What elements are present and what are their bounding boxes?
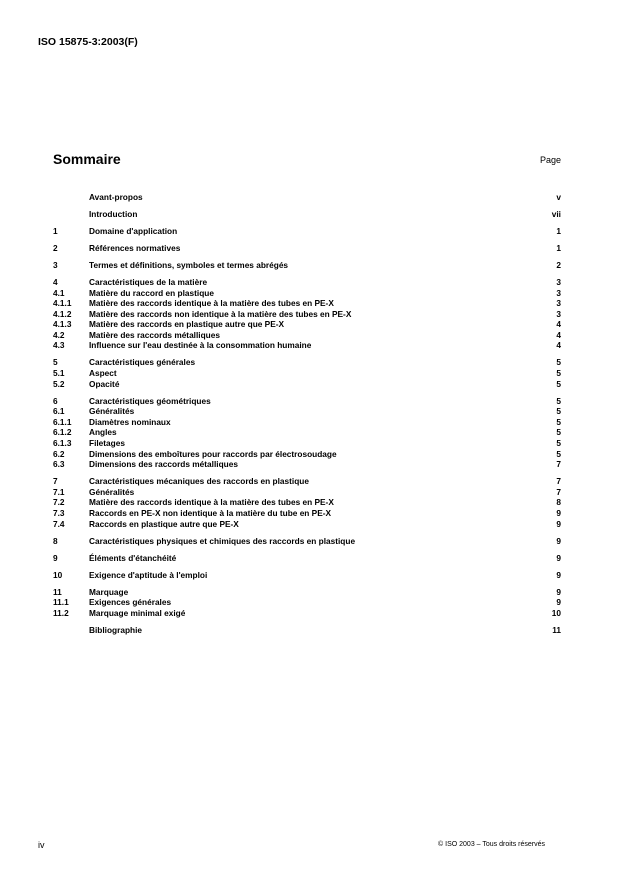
toc-entry[interactable] — [53, 357, 561, 368]
toc-entry-number: 6.1.1 — [53, 416, 72, 427]
toc-entry-number: 6.3 — [53, 459, 65, 470]
toc-entry[interactable] — [53, 379, 561, 390]
toc-entry-page[interactable]: 4 — [556, 340, 561, 351]
toc-entry-number: 7 — [53, 476, 58, 487]
toc-entry-number: 1 — [53, 225, 58, 236]
toc-entry-page[interactable]: vii — [551, 208, 561, 219]
toc-entry[interactable] — [53, 449, 561, 460]
toc-entry-number: 6.2 — [53, 448, 65, 459]
toc-entry-page[interactable]: 3 — [556, 308, 561, 319]
toc-entry[interactable] — [53, 570, 561, 581]
toc-entry-page[interactable]: 5 — [556, 427, 561, 438]
toc-entry-title[interactable]: Matière des raccords identique à la matière des tubes en PE-X — [89, 298, 334, 309]
toc-entry-page[interactable]: 9 — [556, 507, 561, 518]
toc-entry-page[interactable]: 8 — [556, 497, 561, 508]
toc-entry-title[interactable]: Exigence d'aptitude à l'emploi — [89, 569, 208, 580]
toc-entry-title[interactable]: Marquage minimal exigé — [89, 607, 186, 618]
toc-entry-title[interactable]: Éléments d'étanchéité — [89, 552, 177, 563]
toc-entry-title[interactable]: Filetages — [89, 438, 125, 449]
toc-entry-number: 7.1 — [53, 486, 65, 497]
toc-entry-number: 10 — [53, 569, 63, 580]
toc-entry-title[interactable]: Marquage — [89, 586, 129, 597]
toc-entry-page[interactable]: 1 — [556, 242, 561, 253]
toc-entry-page[interactable]: 7 — [556, 459, 561, 470]
toc-title: Sommaire — [53, 151, 121, 167]
toc-entry-title[interactable]: Matière des raccords non identique à la matière des tubes en PE-X — [89, 308, 352, 319]
toc-entry[interactable] — [53, 536, 561, 547]
toc-entry[interactable] — [53, 608, 561, 619]
toc-entry-page[interactable]: 9 — [556, 535, 561, 546]
toc-entry-title[interactable]: Angles — [89, 427, 117, 438]
toc-entry-page[interactable]: 5 — [556, 395, 561, 406]
toc-entry-number: 11.2 — [53, 607, 69, 618]
toc-entry[interactable] — [53, 476, 561, 487]
toc-entry-page[interactable]: 9 — [556, 597, 561, 608]
table-of-contents — [53, 192, 561, 635]
toc-entry[interactable] — [53, 260, 561, 271]
page-column-label: Page — [539, 155, 561, 165]
toc-entry[interactable] — [53, 597, 561, 608]
toc-entry-number: 5 — [53, 357, 58, 368]
toc-entry-title[interactable]: Exigences générales — [89, 597, 172, 608]
toc-entry[interactable] — [53, 438, 561, 449]
toc-entry-number: 4.2 — [53, 329, 65, 340]
toc-entry-page[interactable]: 9 — [556, 586, 561, 597]
toc-entry[interactable] — [53, 625, 561, 636]
toc-entry-number: 7.2 — [53, 497, 65, 508]
toc-entry-page[interactable]: 9 — [556, 518, 561, 529]
toc-entry-title[interactable]: Caractéristiques géométriques — [89, 395, 211, 406]
toc-entry[interactable] — [53, 309, 561, 320]
toc-entry-page[interactable]: 4 — [556, 319, 561, 330]
toc-entry-title[interactable]: Caractéristiques physiques et chimiques des raccords en plastique — [89, 535, 356, 546]
toc-entry-page[interactable]: 11 — [552, 624, 561, 635]
toc-entry-page[interactable]: 9 — [556, 552, 561, 563]
toc-entry-title[interactable]: Généralités — [89, 486, 135, 497]
toc-entry-number: 5.2 — [53, 378, 65, 389]
toc-entry[interactable] — [53, 340, 561, 351]
toc-entry[interactable] — [53, 209, 561, 220]
toc-entry[interactable] — [53, 277, 561, 288]
toc-entry[interactable] — [53, 459, 561, 470]
toc-entry-title[interactable]: Caractéristiques mécaniques des raccords en plastique — [89, 476, 309, 487]
toc-entry-number: 9 — [53, 552, 58, 563]
toc-entry-page[interactable]: 7 — [556, 486, 561, 497]
toc-entry-page[interactable]: 2 — [556, 259, 561, 270]
toc-entry-page[interactable]: 5 — [556, 448, 561, 459]
toc-entry-page[interactable]: 5 — [556, 378, 561, 389]
toc-entry[interactable] — [53, 553, 561, 564]
toc-entry-title[interactable]: Opacité — [89, 378, 120, 389]
toc-entry-page[interactable]: 5 — [556, 406, 561, 417]
toc-entry-title[interactable]: Références normatives — [89, 242, 181, 253]
toc-entry-page[interactable]: 5 — [556, 368, 561, 379]
toc-entry[interactable] — [53, 319, 561, 330]
toc-entry-number: 4.1.2 — [53, 308, 72, 319]
toc-entry[interactable] — [53, 406, 561, 417]
toc-entry-title[interactable]: Matière des raccords métalliques — [89, 329, 220, 340]
toc-entry-number: 4.3 — [53, 340, 65, 351]
toc-entry-page[interactable]: 3 — [556, 287, 561, 298]
toc-entry-title[interactable]: Aspect — [89, 368, 117, 379]
toc-entry[interactable] — [53, 243, 561, 254]
toc-entry-number: 8 — [53, 535, 58, 546]
toc-entry-number: 6 — [53, 395, 58, 406]
toc-entry[interactable] — [53, 427, 561, 438]
document-id: ISO 15875-3:2003(F) — [38, 36, 138, 48]
toc-entry-page[interactable]: v — [556, 192, 561, 202]
copyright-notice: © ISO 2003 – Tous droits réservés — [438, 841, 545, 848]
toc-entry-title[interactable]: Matière du raccord en plastique — [89, 287, 214, 298]
toc-entry[interactable] — [53, 226, 561, 237]
toc-entry[interactable] — [53, 519, 561, 530]
toc-entry-title[interactable]: Généralités — [89, 406, 135, 417]
toc-entry-title[interactable]: Avant-propos — [89, 192, 143, 202]
toc-entry-title[interactable]: Raccords en PE-X non identique à la matière du tube en PE-X — [89, 507, 332, 518]
toc-entry-number: 4.1 — [53, 287, 65, 298]
toc-entry[interactable] — [53, 288, 561, 299]
toc-entry-page[interactable]: 7 — [556, 476, 561, 487]
toc-entry[interactable] — [53, 298, 561, 309]
toc-entry-page[interactable]: 5 — [556, 438, 561, 449]
toc-entry-title[interactable]: Diamètres nominaux — [89, 416, 171, 427]
toc-entry-number: 11.1 — [53, 597, 69, 608]
toc-entry-page[interactable]: 9 — [556, 569, 561, 580]
toc-entry-number: 5.1 — [53, 368, 65, 379]
toc-entry-title[interactable]: Matière des raccords en plastique autre que PE-X — [89, 319, 285, 330]
toc-entry-number: 6.1.2 — [53, 427, 72, 438]
toc-entry-page[interactable]: 5 — [556, 416, 561, 427]
toc-entry-title[interactable]: Influence sur l'eau destinée à la consommation humaine — [89, 340, 312, 351]
toc-entry[interactable] — [53, 192, 561, 203]
toc-entry[interactable] — [53, 508, 561, 519]
toc-entry[interactable] — [53, 417, 561, 428]
toc-entry-number: 4.1.3 — [53, 319, 72, 330]
toc-entry-number: 6.1 — [53, 406, 65, 417]
toc-entry-number: 3 — [53, 259, 58, 270]
toc-entry-title[interactable]: Introduction — [89, 208, 138, 219]
toc-entry-number: 7.4 — [53, 518, 65, 529]
toc-entry[interactable] — [53, 396, 561, 407]
toc-entry-title[interactable]: Caractéristiques générales — [89, 357, 196, 368]
toc-entry-number: 7.3 — [53, 507, 65, 518]
toc-entry-page[interactable]: 1 — [556, 225, 561, 236]
toc-entry-page[interactable]: 4 — [556, 329, 561, 340]
toc-entry-title[interactable]: Dimensions des raccords métalliques — [89, 459, 238, 470]
toc-entry-number: 11 — [53, 586, 62, 597]
toc-entry-number: 6.1.3 — [53, 438, 72, 449]
toc-entry-title[interactable]: Bibliographie — [89, 624, 143, 635]
toc-entry-title[interactable]: Matière des raccords identique à la matière des tubes en PE-X — [89, 497, 334, 508]
toc-entry-page[interactable]: 3 — [556, 298, 561, 309]
toc-entry-number: 2 — [53, 242, 58, 253]
toc-entry-title[interactable]: Caractéristiques de la matière — [89, 276, 208, 287]
toc-entry-page[interactable]: 5 — [556, 357, 561, 368]
toc-entry-page[interactable]: 3 — [556, 276, 561, 287]
toc-entry-title[interactable]: Raccords en plastique autre que PE-X — [89, 518, 239, 529]
toc-entry-title[interactable]: Domaine d'application — [89, 225, 178, 236]
toc-entry-title[interactable]: Dimensions des emboîtures pour raccords par électrosoudage — [89, 448, 337, 459]
toc-entry[interactable] — [53, 497, 561, 508]
toc-entry-number: 4.1.1 — [53, 298, 72, 309]
toc-entry[interactable] — [53, 368, 561, 379]
toc-entry-page[interactable]: 10 — [551, 607, 561, 618]
page-number: iv — [38, 840, 45, 850]
toc-entry[interactable] — [53, 330, 561, 341]
toc-entry[interactable] — [53, 487, 561, 498]
toc-entry[interactable] — [53, 587, 561, 598]
toc-entry-title[interactable]: Termes et définitions, symboles et termes abrégés — [89, 259, 289, 270]
toc-entry-number: 4 — [53, 276, 58, 287]
